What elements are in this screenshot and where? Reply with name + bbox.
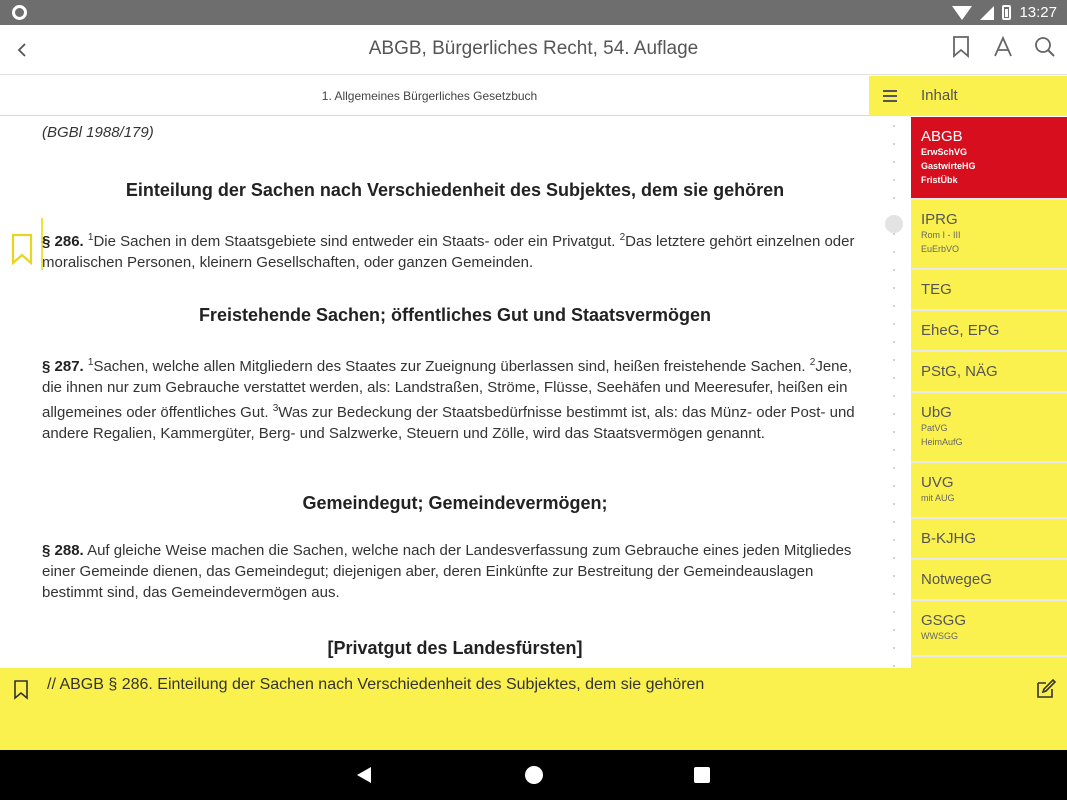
index-item-partial[interactable] bbox=[911, 657, 1067, 668]
sentence-number: 2 bbox=[619, 232, 626, 243]
index-item-iprg[interactable] bbox=[911, 200, 1067, 268]
index-item-label: UVG bbox=[921, 474, 954, 491]
index-item-uvg[interactable] bbox=[911, 463, 1067, 517]
paragraph-286 bbox=[42, 227, 872, 273]
app-bar bbox=[0, 25, 1067, 75]
index-sub-label: EuErbVO bbox=[921, 244, 960, 254]
paragraph-number: § 286. bbox=[42, 233, 84, 250]
index-item-label: TEG bbox=[921, 281, 952, 298]
scroll-track[interactable] bbox=[893, 117, 895, 668]
index-item-label: GSGG bbox=[921, 612, 967, 629]
index-item-label: UbG bbox=[921, 404, 952, 421]
battery-icon bbox=[1002, 5, 1011, 20]
index-sub-label: WWSGG bbox=[921, 631, 958, 641]
section-heading: Gemeindegut; Gemeindevermögen; bbox=[302, 493, 608, 513]
search-icon[interactable] bbox=[1033, 35, 1057, 63]
paragraph-number: § 287. bbox=[42, 358, 84, 375]
side-index bbox=[911, 117, 1067, 668]
inhalt-label: Inhalt bbox=[921, 87, 958, 104]
index-item-gsgg[interactable] bbox=[911, 601, 1067, 655]
index-item-pstg[interactable] bbox=[911, 352, 1067, 391]
scroll-thumb[interactable] bbox=[885, 215, 903, 233]
recents-square-icon[interactable] bbox=[694, 767, 710, 783]
sentence-number: 1 bbox=[87, 357, 94, 368]
section-heading: Einteilung der Sachen nach Verschiedenheit des Subjektes, dem sie gehören bbox=[125, 180, 785, 200]
cut-line-text: (BGBl 1988/179) bbox=[42, 124, 154, 141]
paragraph-text: Das letztere gehört einzelnen oder moralischen Personen, kleinern Gesellschaften, oder ganzen Gemeinden. bbox=[42, 233, 855, 271]
index-item-abgb[interactable] bbox=[911, 117, 1067, 198]
index-item-label: PStG, NÄG bbox=[921, 363, 998, 380]
bookmark-note-bar[interactable] bbox=[0, 668, 1067, 750]
paragraph-text: Auf gleiche Weise machen die Sachen, welche nach der Landesverfassung zum Gebrauche eines jeden Mitgliedes einer Gemeinde dienen, das Gemeindegut; diejenigen aber, deren Einkünfte zur Bestreitung der Gemeindeauslagen bestimmt sind, das Gemeindevermögen aus. bbox=[42, 542, 852, 601]
index-sub-label: PatVG bbox=[921, 423, 948, 433]
note-text: // ABGB § 286. Einteilung der Sachen nach Verschiedenheit des Subjektes, dem sie gehören bbox=[47, 676, 705, 693]
index-sub-label: ErwSchVG bbox=[921, 147, 968, 157]
edit-icon[interactable] bbox=[1035, 678, 1057, 700]
status-bar bbox=[0, 0, 1067, 25]
index-sub-label: FristÜbk bbox=[921, 175, 958, 185]
section-heading: Freistehende Sachen; öffentliches Gut und Staatsvermögen bbox=[198, 305, 712, 325]
paragraph-text: Die Sachen in dem Staatsgebiete sind entweder ein Staats- oder ein Privatgut. bbox=[93, 233, 616, 250]
paragraph-text: Was zur Bedeckung der Staatsbedürfnisse bestimmt ist, als: das Münz- oder Post- und andere Regalien, Kammergüter, Berg- und Salzwerke, Steuern und Zölle, wird das Staatsvermögen genannt. bbox=[42, 404, 855, 442]
index-item-label: IPRG bbox=[921, 211, 958, 228]
bookmark-icon[interactable] bbox=[949, 35, 973, 63]
status-icons bbox=[952, 0, 1057, 25]
sentence-number: 3 bbox=[272, 403, 279, 414]
font-size-icon[interactable] bbox=[991, 35, 1015, 63]
index-sub-label: Rom I - III bbox=[921, 230, 961, 240]
paragraph-287 bbox=[42, 352, 872, 444]
sentence-number: 1 bbox=[87, 232, 94, 243]
paragraph-288 bbox=[42, 540, 872, 603]
section-heading: [Privatgut des Landesfürsten] bbox=[327, 638, 583, 658]
index-sub-label: HeimAufG bbox=[921, 437, 963, 447]
index-item-label: B-KJHG bbox=[921, 530, 977, 547]
wifi-icon bbox=[952, 6, 972, 20]
index-item-label: ABGB bbox=[921, 128, 963, 145]
index-item-label: NotwegeG bbox=[921, 571, 992, 588]
clock: 13:27 bbox=[1019, 4, 1057, 21]
system-nav-bar bbox=[0, 750, 1067, 800]
page-title: ABGB, Bürgerliches Recht, 54. Auflage bbox=[368, 38, 699, 59]
index-sub-label: GastwirteHG bbox=[921, 161, 976, 171]
back-triangle-icon[interactable] bbox=[357, 767, 371, 783]
index-item-teg[interactable] bbox=[911, 270, 1067, 309]
law-text-content[interactable] bbox=[0, 117, 890, 668]
index-item-notwegeg[interactable] bbox=[911, 560, 1067, 599]
cellular-icon bbox=[980, 6, 994, 20]
list-icon bbox=[883, 90, 897, 102]
index-item-bkjhg[interactable] bbox=[911, 519, 1067, 558]
app-bar-actions bbox=[949, 35, 1057, 63]
home-circle-icon[interactable] bbox=[525, 766, 543, 784]
index-item-ubg[interactable] bbox=[911, 393, 1067, 461]
index-item-eheg[interactable] bbox=[911, 311, 1067, 350]
notification-icon bbox=[12, 5, 27, 20]
bookmark-icon[interactable] bbox=[13, 680, 29, 700]
paragraph-text: Sachen, welche allen Mitgliedern des Staates zur Zueignung überlassen sind, heißen freistehende Sachen. bbox=[93, 358, 806, 375]
chapter-header: 1. Allgemeines Bürgerliches Gesetzbuch bbox=[0, 76, 869, 116]
inhalt-button[interactable] bbox=[869, 76, 1067, 116]
paragraph-text: Jene, die ihnen nur zum Gebrauche verstattet werden, als: Landstraßen, Ströme, Flüsse, Seehäfen und Meeresufer, heißen ein allgemeines oder öffentliches Gut. bbox=[42, 358, 853, 421]
bookmark-icon[interactable] bbox=[11, 233, 33, 261]
index-item-label: EheG, EPG bbox=[921, 322, 1000, 339]
paragraph-number: § 288. bbox=[42, 542, 84, 559]
sentence-number: 2 bbox=[809, 357, 816, 368]
index-sub-label: mit AUG bbox=[921, 493, 955, 503]
